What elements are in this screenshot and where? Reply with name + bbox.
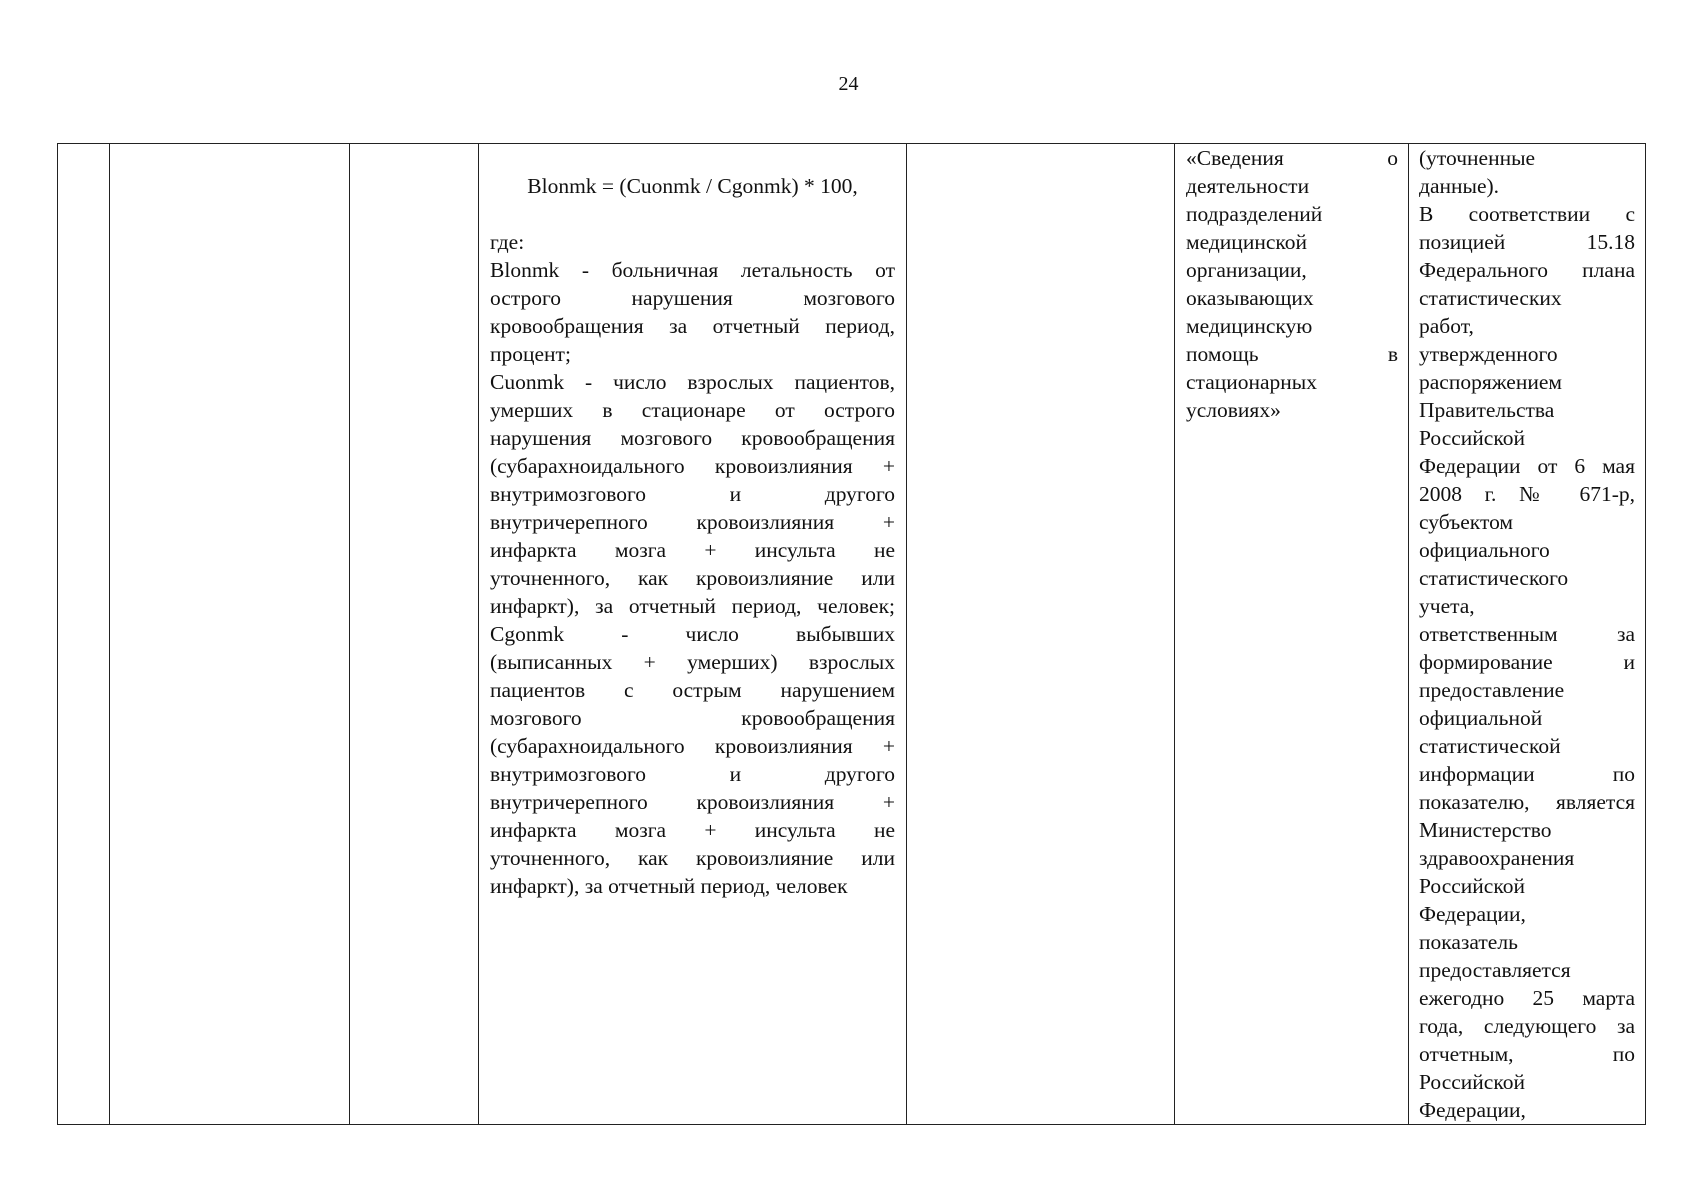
source-line: медицинскую <box>1186 314 1313 338</box>
source-line: подразделений <box>1186 202 1323 226</box>
formula-line: Cuonmk - число взрослых пациентов, <box>490 370 895 394</box>
note-line: утвержденного <box>1419 342 1558 366</box>
note-line: Федерации от 6 мая <box>1419 454 1635 478</box>
note-line: формирование и <box>1419 650 1635 674</box>
formula-line: Blonmk - больничная летальность от <box>490 258 895 282</box>
note-line: информации по <box>1419 762 1635 786</box>
note-line: показатель <box>1419 930 1518 954</box>
note-line: статистической <box>1419 734 1561 758</box>
note-line: распоряжением <box>1419 370 1563 394</box>
note-line: Федерального плана <box>1419 258 1635 282</box>
formula-cell <box>479 144 907 1125</box>
note-line: Министерство <box>1419 818 1552 842</box>
note-line: официальной <box>1419 706 1543 730</box>
formula-line: инфаркта мозга + инсульта не <box>490 538 895 562</box>
formula-line: внутричерепного кровоизлияния + <box>490 790 895 814</box>
source-line: медицинской <box>1186 230 1307 254</box>
note-line: ежегодно 25 марта <box>1419 986 1635 1010</box>
note-line: (уточненные <box>1419 146 1536 170</box>
note-line: 2008 г. № 671-р, <box>1419 482 1635 506</box>
formula-line: Cgonmk - число выбывших <box>490 622 895 646</box>
formula-line: острого нарушения мозгового <box>490 286 895 310</box>
note-line: В соответствии с <box>1419 202 1635 226</box>
formula-line: кровообращения за отчетный период, <box>490 314 895 338</box>
note-line: Федерации, <box>1419 902 1526 926</box>
source-line: условиях» <box>1186 398 1281 422</box>
page-number: 24 <box>838 73 859 95</box>
note-line: Российской <box>1419 1070 1525 1094</box>
note-line: позицией 15.18 <box>1419 230 1635 254</box>
note-line: Федерации, <box>1419 1098 1526 1122</box>
formula: Blonmk = (Cuonmk / Cgonmk) * 100, <box>527 174 858 198</box>
empty-cell <box>907 144 1175 1125</box>
note-line: официального <box>1419 538 1550 562</box>
formula-where-label: где: <box>490 230 525 254</box>
note-line: здравоохранения <box>1419 846 1575 870</box>
formula-line: пациентов с острым нарушением <box>490 678 895 702</box>
source-line: деятельности <box>1186 174 1310 198</box>
note-line: Российской <box>1419 874 1525 898</box>
table-row <box>58 144 1646 1125</box>
responsible-body-cell <box>1409 144 1646 1125</box>
source-line: помощь в <box>1186 342 1398 366</box>
unit-cell <box>350 144 479 1125</box>
source-line: стационарных <box>1186 370 1318 394</box>
note-line: данные). <box>1419 174 1500 198</box>
indicator-name-cell <box>110 144 350 1125</box>
data-source-cell <box>1175 144 1409 1125</box>
note-line: показателю, является <box>1419 790 1635 814</box>
formula-line: инфаркта мозга + инсульта не <box>490 818 895 842</box>
note-line: Российской <box>1419 426 1525 450</box>
indicator-table <box>57 143 1646 1125</box>
note-line: статистических <box>1419 286 1562 310</box>
formula-line: (выписанных + умерших) взрослых <box>490 650 895 674</box>
note-line: отчетным, по <box>1419 1042 1635 1066</box>
formula-line: уточненного, как кровоизлияние или <box>490 566 895 590</box>
formula-line: мозгового кровообращения <box>490 706 895 730</box>
note-line: учета, <box>1419 594 1475 618</box>
note-line: ответственным за <box>1419 622 1635 646</box>
note-line: статистического <box>1419 566 1569 590</box>
formula-line: процент; <box>490 342 571 366</box>
note-line: Правительства <box>1419 398 1555 422</box>
formula-line: уточненного, как кровоизлияние или <box>490 846 895 870</box>
source-line: организации, <box>1186 258 1307 282</box>
source-line: оказывающих <box>1186 286 1314 310</box>
source-line: «Сведения о <box>1186 146 1398 170</box>
formula-line: внутримозгового и другого <box>490 482 895 506</box>
formula-line: внутримозгового и другого <box>490 762 895 786</box>
formula-line: умерших в стационаре от острого <box>490 398 895 422</box>
formula-line: внутричерепного кровоизлияния + <box>490 510 895 534</box>
note-line: работ, <box>1419 314 1474 338</box>
note-line: субъектом <box>1419 510 1514 534</box>
formula-line: (субарахноидального кровоизлияния + <box>490 454 895 478</box>
formula-line: инфаркт), за отчетный период, человек; <box>490 594 895 618</box>
formula-line: инфаркт), за отчетный период, человек <box>490 874 848 898</box>
number-cell <box>58 144 110 1125</box>
formula-line: нарушения мозгового кровообращения <box>490 426 895 450</box>
note-line: предоставляется <box>1419 958 1571 982</box>
note-line: предоставление <box>1419 678 1565 702</box>
formula-line: (субарахноидального кровоизлияния + <box>490 734 895 758</box>
note-line: года, следующего за <box>1419 1014 1635 1038</box>
